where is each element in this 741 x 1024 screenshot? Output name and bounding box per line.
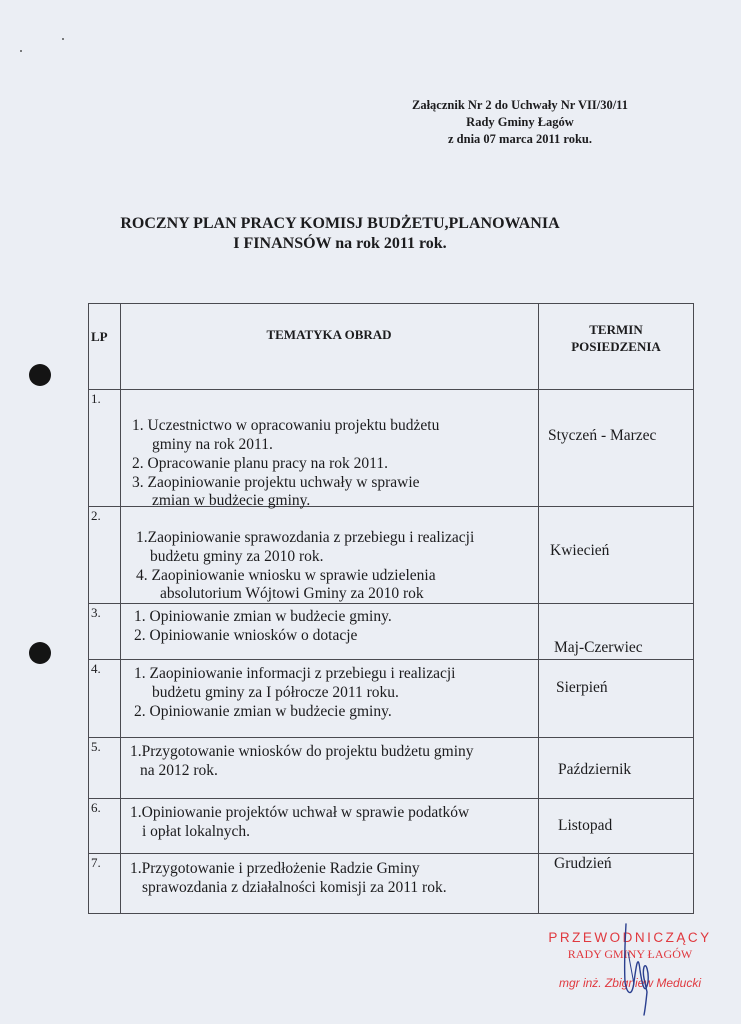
term-label: Kwiecień (550, 542, 610, 559)
punch-hole (29, 642, 51, 664)
document-title (80, 214, 600, 254)
handwritten-signature (612, 922, 662, 1017)
table-row (88, 389, 694, 509)
council-line: Rady Gminy Łagów (466, 115, 574, 129)
row-number: 2. (91, 508, 101, 523)
topic-line: sprawozdania z działalności komisji za 2011 rok. (142, 879, 447, 896)
row-topic (120, 853, 538, 913)
term-label: Listopad (558, 817, 613, 834)
topic-line: 2. Opracowanie planu pracy na rok 2011. (132, 455, 388, 472)
scan-speck (20, 50, 22, 52)
topic-line: 1. Zaopiniowanie informacji z przebiegu i realizacji (134, 665, 456, 682)
row-term (538, 603, 694, 659)
row-term (538, 389, 694, 506)
topic-line: 1.Przygotowanie wniosków do projektu budżetu gminy (130, 743, 474, 760)
topic-line: budżetu gminy za 2010 rok. (150, 548, 324, 565)
header-term-line-1: TERMIN (589, 322, 643, 337)
table-row (88, 506, 694, 603)
topic-line: budżetu gminy za I półrocze 2011 roku. (152, 684, 399, 701)
table-row (88, 737, 694, 798)
table-row (88, 798, 694, 853)
scan-speck (62, 38, 64, 40)
topic-line: gminy na rok 2011. (152, 436, 273, 453)
row-topic (120, 389, 538, 509)
topic-line: absolutorium Wójtowi Gminy za 2010 rok (160, 585, 424, 602)
table-row (88, 603, 694, 659)
row-topic (120, 659, 538, 737)
topic-line: 3. Zaopiniowanie projektu uchwały w sprawie (132, 474, 420, 491)
table-row (88, 659, 694, 737)
row-number: 1. (91, 391, 101, 406)
row-number: 7. (91, 855, 101, 870)
topic-line: 1. Uczestnictwo w opracowaniu projektu budżetu (132, 417, 440, 434)
attachment-line: Załącznik Nr 2 do Uchwały Nr VII/30/11 (412, 98, 628, 112)
row-number: 5. (91, 739, 101, 754)
row-term (538, 798, 694, 853)
header-topic: TEMATYKA OBRAD (266, 327, 392, 342)
topic-line: 2. Opiniowanie zmian w budżecie gminy. (134, 703, 392, 720)
header-lp: LP (91, 329, 108, 344)
topic-line: 1.Opiniowanie projektów uchwał w sprawie podatków (130, 804, 470, 821)
title-line-1: ROCZNY PLAN PRACY KOMISJ BUDŻETU,PLANOWANIA (120, 215, 560, 232)
row-topic (120, 798, 538, 853)
row-term (538, 737, 694, 798)
stamp-subtitle: RADY GMINY ŁAGÓW (567, 947, 693, 961)
header-term-line-2: POSIEDZENIA (571, 339, 661, 354)
row-topic (120, 737, 538, 798)
header-term (538, 303, 694, 389)
topic-line: 1. Opiniowanie zmian w budżecie gminy. (134, 608, 392, 625)
title-line-2: I FINANSÓW na rok 2011 rok. (233, 235, 447, 252)
row-topic (120, 603, 538, 659)
row-number: 3. (91, 605, 101, 620)
attachment-header (370, 97, 670, 148)
table-row (88, 853, 694, 913)
date-line: z dnia 07 marca 2011 roku. (448, 132, 592, 146)
topic-line: na 2012 rok. (140, 762, 218, 779)
term-label: Grudzień (554, 855, 612, 872)
topic-line: 1.Przygotowanie i przedłożenie Radzie Gminy (130, 860, 420, 877)
term-label: Maj-Czerwiec (554, 639, 643, 656)
topic-line: 4. Zaopiniowanie wniosku w sprawie udzielenia (136, 567, 436, 584)
row-term (538, 506, 694, 603)
stamp-title: PRZEWODNICZĄCY (548, 930, 712, 945)
topic-line: i opłat lokalnych. (142, 823, 251, 840)
term-label: Styczeń - Marzec (548, 427, 657, 444)
row-number: 6. (91, 800, 101, 815)
table-header-row (88, 303, 694, 389)
topic-line: 2. Opiniowanie wniosków o dotacje (134, 627, 358, 644)
topic-line: 1.Zaopiniowanie sprawozdania z przebiegu i realizacji (136, 529, 475, 546)
row-number: 4. (91, 661, 101, 676)
row-topic (120, 506, 538, 603)
topic-line: zmian w budżecie gminy. (152, 492, 311, 509)
stamp-name: mgr inż. Zbigniew Meducki (558, 976, 702, 990)
term-label: Sierpień (556, 679, 608, 696)
row-term (538, 853, 694, 913)
row-term (538, 659, 694, 737)
term-label: Październik (558, 761, 632, 778)
punch-hole (29, 364, 51, 386)
